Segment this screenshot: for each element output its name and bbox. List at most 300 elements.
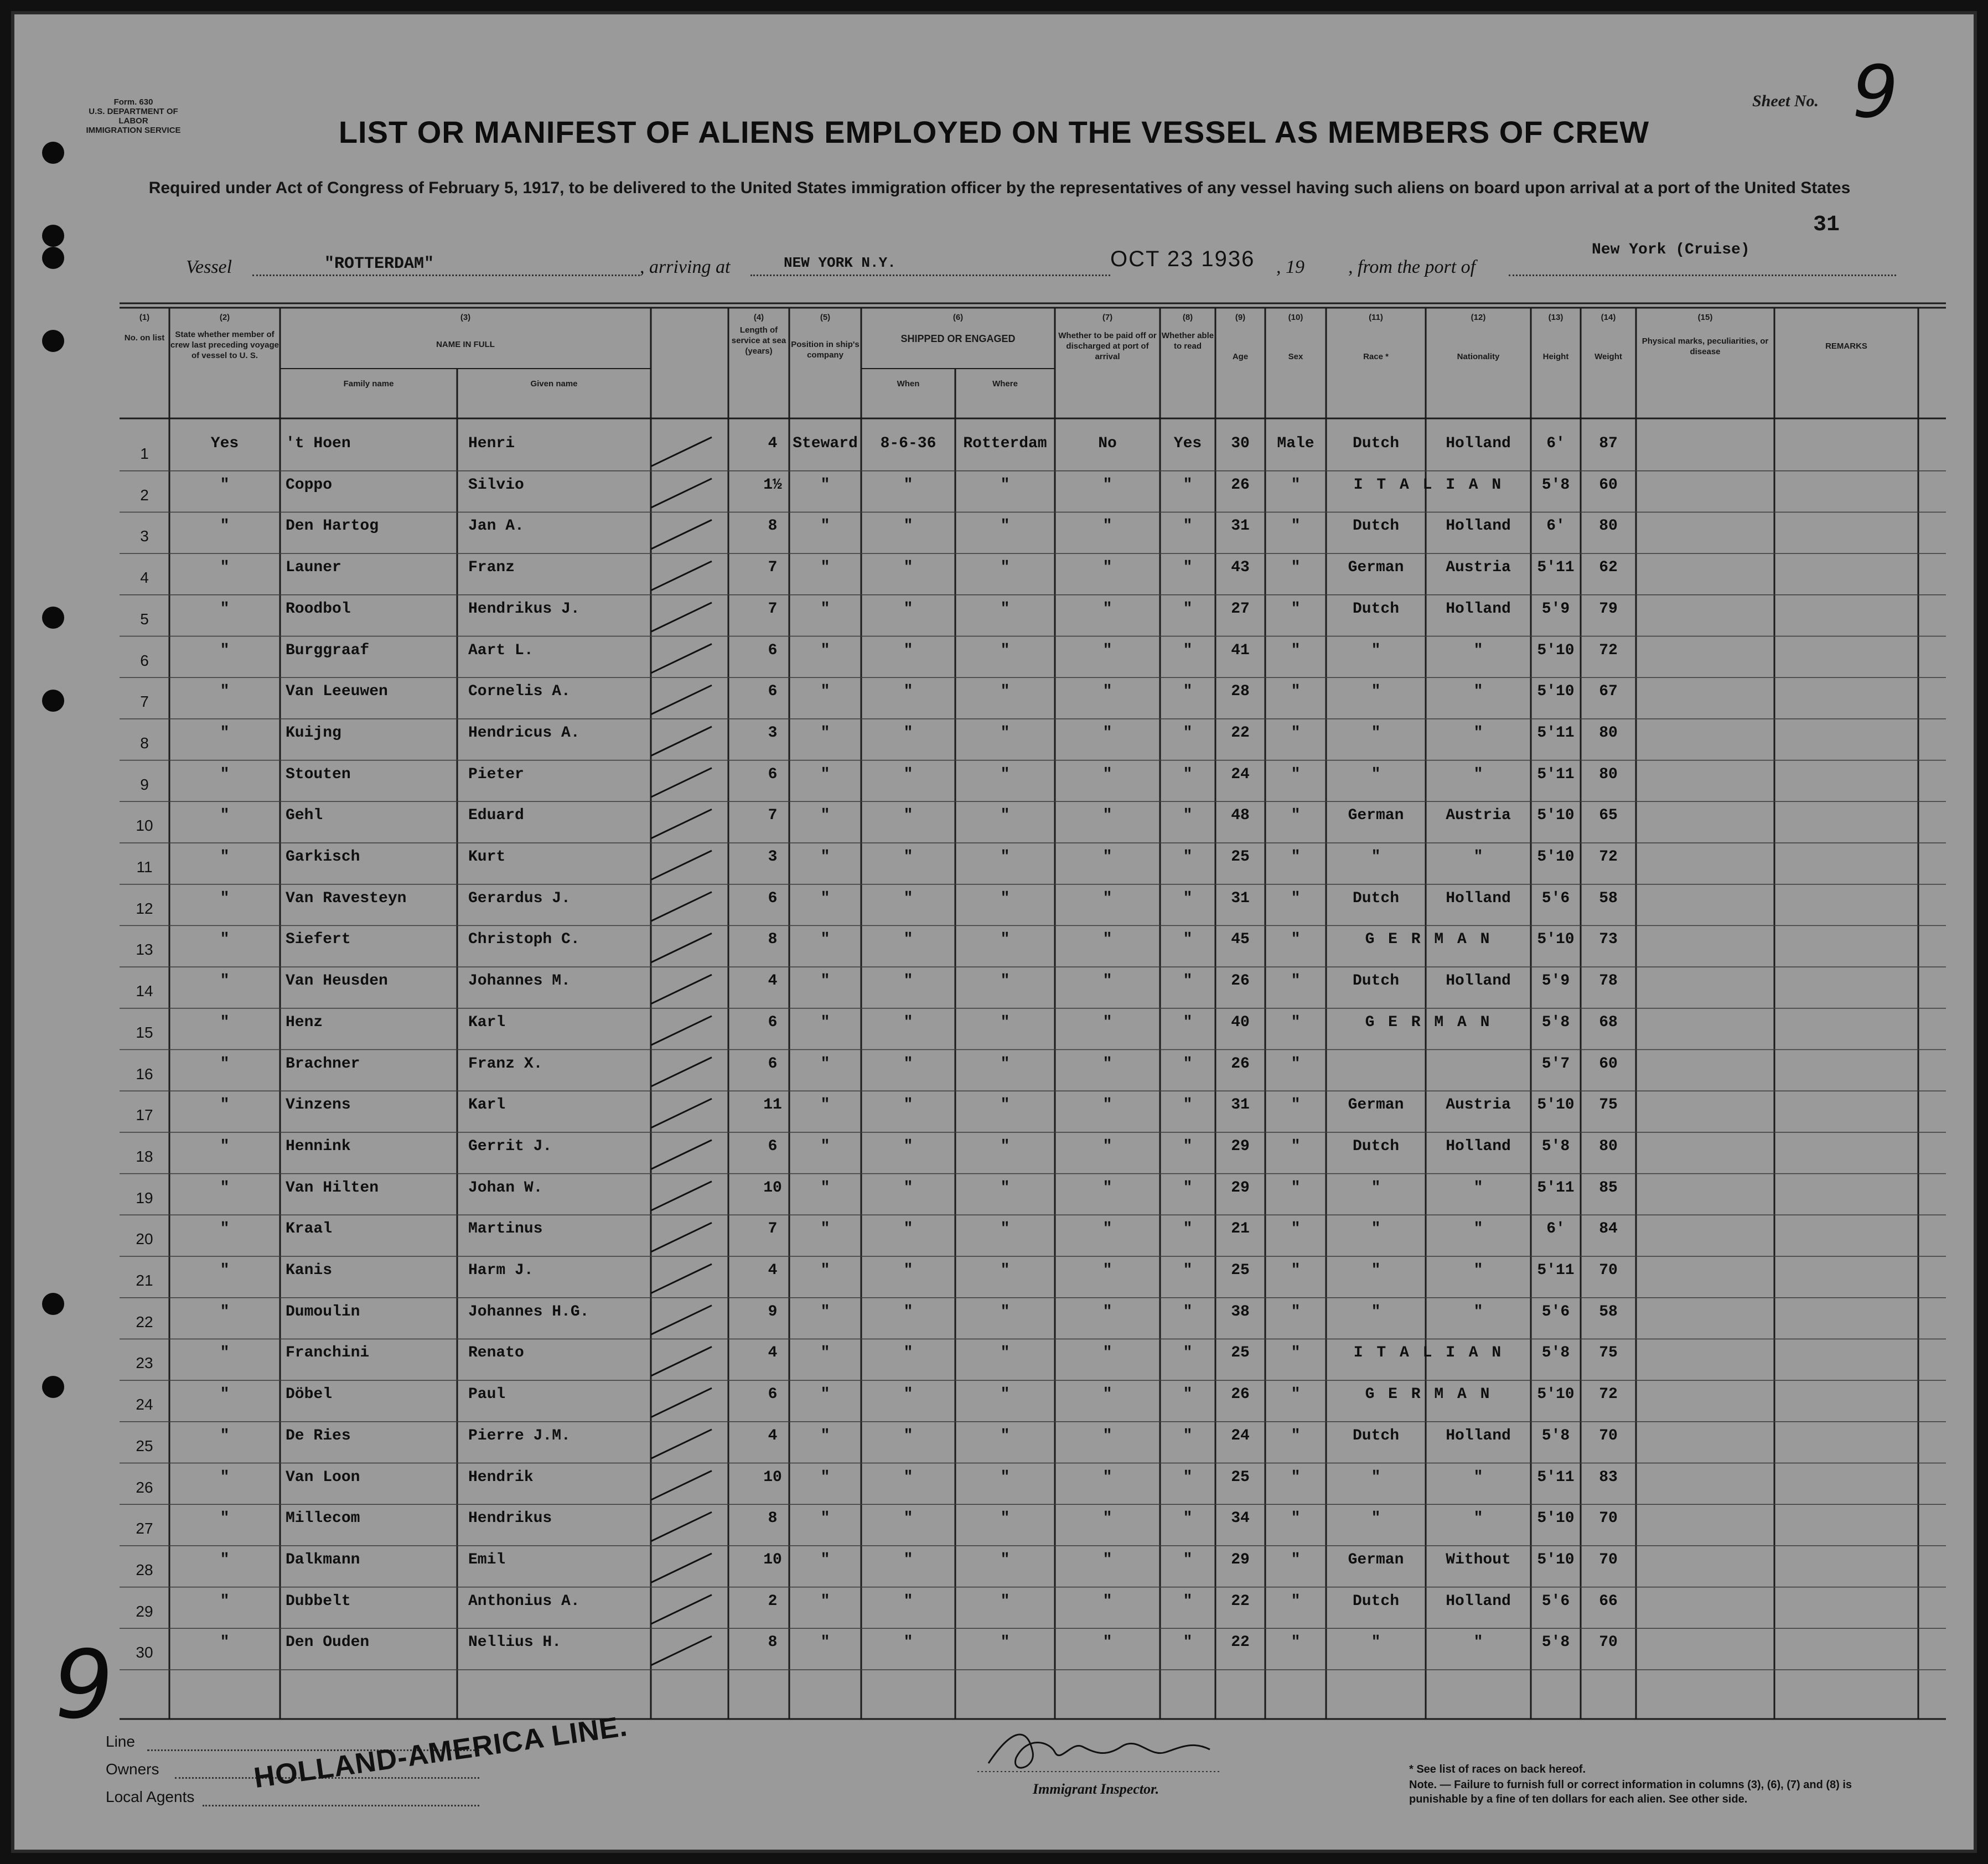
shipped-where-cell: ": [1000, 1096, 1010, 1114]
race-cell: ": [1371, 1510, 1381, 1528]
department-name: U.S. DEPARTMENT OF LABOR: [89, 107, 178, 126]
row-number-cell: 23: [136, 1354, 153, 1372]
column-header-physical-marks: (15) Physical marks, peculiarities, or disease: [1642, 313, 1769, 356]
able-to-read-cell: ": [1183, 476, 1193, 494]
height-cell: 5'9: [1541, 972, 1570, 990]
weight-cell: 68: [1599, 1013, 1618, 1031]
paid-off-cell: ": [1102, 1386, 1112, 1404]
able-to-read-cell: ": [1183, 1055, 1193, 1073]
nationality-cell: Holland: [1446, 517, 1511, 535]
shipped-when-cell: ": [903, 1137, 913, 1155]
shipped-where-cell: ": [1000, 559, 1010, 577]
row-number-cell: 28: [136, 1561, 153, 1578]
service-years-cell: 6: [768, 765, 778, 783]
sheet-number-value: 9: [1844, 50, 1906, 134]
given-name-cell: Franz: [468, 559, 515, 577]
nationality-cell: Holland: [1446, 889, 1511, 907]
family-name-cell: Van Loon: [286, 1468, 360, 1486]
sex-cell: ": [1291, 931, 1301, 949]
shipped-when-cell: ": [903, 1592, 913, 1610]
height-cell: 5'8: [1541, 1013, 1570, 1031]
paid-off-cell: ": [1102, 807, 1112, 825]
previous-voyage-cell: ": [220, 1096, 230, 1114]
shipped-when-cell: ": [903, 889, 913, 907]
previous-voyage-cell: Yes: [210, 435, 239, 452]
shipped-where-cell: ": [1000, 1179, 1010, 1197]
family-name-cell: Vinzens: [286, 1096, 351, 1114]
row-number-cell: 3: [140, 527, 149, 545]
binder-hole: [42, 225, 64, 247]
nationality-cell: ": [1473, 1634, 1483, 1651]
nationality-cell: Holland: [1446, 1137, 1511, 1155]
shipped-where-cell: ": [1000, 641, 1010, 659]
column-header-nationality: (12) Nationality: [1457, 313, 1500, 361]
height-cell: 5'8: [1541, 1427, 1570, 1444]
row-number-cell: 15: [136, 1023, 153, 1041]
shipped-when-cell: 8-6-36: [880, 435, 936, 452]
height-cell: 5'7: [1541, 1055, 1570, 1073]
family-name-cell: Van Heusden: [286, 972, 388, 990]
service-years-cell: 4: [768, 435, 778, 452]
column-header-remarks: REMARKS: [1825, 341, 1867, 351]
nationality-cell: ": [1473, 1510, 1483, 1528]
nationality-cell: ": [1473, 765, 1483, 783]
paid-off-cell: ": [1102, 1510, 1112, 1528]
weight-cell: 72: [1599, 641, 1618, 659]
column-header-shipped: (6) SHIPPED OR ENGAGED: [900, 313, 1016, 344]
service-years-cell: 1½: [763, 476, 782, 494]
family-name-cell: Kraal: [286, 1220, 333, 1238]
paid-off-cell: ": [1102, 1551, 1112, 1568]
height-cell: 6': [1546, 517, 1565, 535]
row-number-cell: 25: [136, 1437, 153, 1454]
race-cell: Dutch: [1352, 889, 1399, 907]
weight-cell: 75: [1599, 1344, 1618, 1362]
margin-handwritten-number: 9: [45, 1630, 121, 1740]
nationality-cell: Austria: [1446, 807, 1511, 825]
service-years-cell: 2: [768, 1592, 778, 1610]
paid-off-cell: ": [1102, 683, 1112, 701]
able-to-read-cell: ": [1183, 1137, 1193, 1155]
sex-cell: ": [1291, 1137, 1301, 1155]
race-cell: Dutch: [1352, 600, 1399, 618]
shipped-where-cell: ": [1000, 765, 1010, 783]
service-years-cell: 3: [768, 724, 778, 742]
weight-cell: 79: [1599, 600, 1618, 618]
vessel-name: "ROTTERDAM": [324, 255, 434, 273]
weight-cell: 80: [1599, 1137, 1618, 1155]
given-name-cell: Karl: [468, 1096, 506, 1114]
age-cell: 45: [1231, 931, 1250, 949]
able-to-read-cell: ": [1183, 1179, 1193, 1197]
family-name-cell: Den Hartog: [286, 517, 379, 535]
manifest-title: LIST OR MANIFEST OF ALIENS EMPLOYED ON THE VESSEL AS MEMBERS OF CREW: [338, 115, 1650, 149]
shipped-when-cell: ": [903, 931, 913, 949]
position-cell: ": [820, 559, 830, 577]
weight-cell: 73: [1599, 931, 1618, 949]
shipped-where-cell: ": [1000, 1137, 1010, 1155]
weight-cell: 72: [1599, 1386, 1618, 1404]
height-cell: 5'10: [1537, 807, 1575, 825]
paid-off-cell: ": [1102, 517, 1112, 535]
position-cell: ": [820, 1137, 830, 1155]
given-name-cell: Pierre J.M.: [468, 1427, 571, 1444]
given-name-cell: Henri: [468, 435, 515, 452]
weight-cell: 70: [1599, 1551, 1618, 1568]
column-header-where: Where: [992, 379, 1018, 389]
column-header-service: (4) Length of service at sea (years): [731, 313, 786, 356]
sex-cell: ": [1291, 1262, 1301, 1279]
height-cell: 5'11: [1537, 765, 1575, 783]
shipped-when-cell: ": [903, 1427, 913, 1444]
manifest-subtitle: Required under Act of Congress of February 5, 1917, to be delivered to the United States immigration officer by the representatives of any vessel having such aliens on board upon arrival at a port of the United States: [148, 179, 1851, 197]
previous-voyage-cell: ": [220, 1179, 230, 1197]
able-to-read-cell: ": [1183, 848, 1193, 866]
service-years-cell: 4: [768, 1427, 778, 1444]
previous-voyage-cell: ": [220, 1386, 230, 1404]
race-cell: Dutch: [1352, 517, 1399, 535]
arriving-at-label: , arriving at: [640, 257, 731, 277]
column-header-family-name: Family name: [343, 379, 394, 389]
family-name-cell: Kanis: [286, 1262, 333, 1279]
position-cell: ": [820, 1634, 830, 1651]
position-cell: ": [820, 1055, 830, 1073]
paid-off-cell: ": [1102, 848, 1112, 866]
height-cell: 5'6: [1541, 889, 1570, 907]
penalty-note: Note. — Failure to furnish full or correct information in columns (3), (6), (7) and (8) is punishable by a fine of ten dollars for each alien. See other side.: [1409, 1779, 1852, 1805]
shipped-where-cell: ": [1000, 1386, 1010, 1404]
given-name-cell: Cornelis A.: [468, 683, 571, 701]
binder-hole: [42, 607, 64, 629]
family-name-cell: Garkisch: [286, 848, 360, 866]
sex-cell: ": [1291, 1055, 1301, 1073]
shipped-where-cell: ": [1000, 600, 1010, 618]
column-header-position: (5) Position in ship's company: [791, 313, 860, 360]
position-cell: ": [820, 1510, 830, 1528]
crew-table: [120, 302, 1946, 1730]
row-number-cell: 7: [140, 693, 149, 711]
service-years-cell: 6: [768, 1137, 778, 1155]
height-cell: 5'10: [1537, 683, 1575, 701]
column-header-no: (1) No. on list: [124, 313, 165, 343]
paid-off-cell: ": [1102, 1592, 1112, 1610]
able-to-read-cell: ": [1183, 1013, 1193, 1031]
able-to-read-cell: ": [1183, 1427, 1193, 1444]
position-cell: ": [820, 724, 830, 742]
previous-voyage-cell: ": [220, 1137, 230, 1155]
row-number-cell: 26: [136, 1478, 153, 1496]
weight-cell: 72: [1599, 848, 1618, 866]
able-to-read-cell: ": [1183, 1386, 1193, 1404]
nationality-cell: Austria: [1446, 1096, 1511, 1114]
paid-off-cell: ": [1102, 1096, 1112, 1114]
races-note: * See list of races on back hereof.: [1409, 1763, 1586, 1775]
service-years-cell: 7: [768, 600, 778, 618]
height-cell: 5'11: [1537, 1262, 1575, 1279]
family-name-cell: Kuijng: [286, 724, 341, 742]
shipped-where-cell: ": [1000, 1592, 1010, 1610]
shipped-when-cell: ": [903, 807, 913, 825]
position-cell: ": [820, 641, 830, 659]
sex-cell: ": [1291, 1179, 1301, 1197]
given-name-cell: Hendrikus: [468, 1510, 552, 1528]
height-cell: 5'11: [1537, 559, 1575, 577]
given-name-cell: Aart L.: [468, 641, 534, 659]
given-name-cell: Johannes H.G.: [468, 1303, 589, 1321]
paid-off-cell: ": [1102, 1262, 1112, 1279]
paid-off-cell: ": [1102, 1344, 1112, 1362]
race-cell: Dutch: [1352, 972, 1399, 990]
given-name-cell: Hendrik: [468, 1468, 534, 1486]
family-name-cell: De Ries: [286, 1427, 351, 1444]
position-cell: ": [820, 476, 830, 494]
paid-off-cell: ": [1102, 765, 1112, 783]
binder-hole: [42, 330, 64, 352]
family-name-cell: Den Ouden: [286, 1634, 370, 1651]
row-number-cell: 20: [136, 1230, 153, 1248]
given-name-cell: Franz X.: [468, 1055, 543, 1073]
column-header-given-name: Given name: [530, 379, 578, 389]
previous-voyage-cell: ": [220, 1427, 230, 1444]
shipped-when-cell: ": [903, 1344, 913, 1362]
shipped-where-cell: Rotterdam: [963, 435, 1047, 452]
row-number-cell: 6: [140, 651, 149, 669]
sex-cell: ": [1291, 517, 1301, 535]
height-cell: 5'8: [1541, 476, 1570, 494]
age-cell: 26: [1231, 1386, 1250, 1404]
nationality-cell: Holland: [1446, 972, 1511, 990]
position-cell: ": [820, 972, 830, 990]
column-header-height: (13) Height: [1542, 313, 1569, 361]
previous-voyage-cell: ": [220, 517, 230, 535]
sex-cell: ": [1291, 1096, 1301, 1114]
age-cell: 26: [1231, 972, 1250, 990]
position-cell: ": [820, 807, 830, 825]
sex-cell: ": [1291, 600, 1301, 618]
family-name-cell: Siefert: [286, 931, 351, 949]
shipped-where-cell: ": [1000, 683, 1010, 701]
family-name-cell: Burggraaf: [286, 641, 370, 659]
service-years-cell: 7: [768, 807, 778, 825]
able-to-read-cell: ": [1183, 1634, 1193, 1651]
weight-cell: 80: [1599, 724, 1618, 742]
weight-cell: 83: [1599, 1468, 1618, 1486]
sex-cell: ": [1291, 1303, 1301, 1321]
shipped-when-cell: ": [903, 724, 913, 742]
paid-off-cell: ": [1102, 1137, 1112, 1155]
service-years-cell: 8: [768, 517, 778, 535]
age-cell: 41: [1231, 641, 1250, 659]
given-name-cell: Karl: [468, 1013, 506, 1031]
paid-off-cell: ": [1102, 600, 1112, 618]
position-cell: ": [820, 683, 830, 701]
race-cell: Dutch: [1352, 1137, 1399, 1155]
service-years-cell: 6: [768, 683, 778, 701]
nationality-cell: ": [1473, 1179, 1483, 1197]
paid-off-cell: ": [1102, 1055, 1112, 1073]
shipped-when-cell: ": [903, 683, 913, 701]
position-cell: ": [820, 600, 830, 618]
paid-off-cell: ": [1102, 641, 1112, 659]
shipped-where-cell: ": [1000, 517, 1010, 535]
race-cell: G E R M A N: [1365, 1386, 1492, 1404]
line-label: Line: [106, 1733, 135, 1750]
shipped-where-cell: ": [1000, 972, 1010, 990]
from-port-value: New York (Cruise): [1592, 241, 1750, 258]
given-name-cell: Harm J.: [468, 1262, 534, 1279]
arriving-at-line: [750, 275, 1110, 276]
weight-cell: 58: [1599, 889, 1618, 907]
holland-america-line-stamp: HOLLAND-AMERICA LINE.: [252, 1710, 630, 1795]
given-name-cell: Silvio: [468, 476, 524, 494]
age-cell: 26: [1231, 1055, 1250, 1073]
shipped-where-cell: ": [1000, 848, 1010, 866]
age-cell: 24: [1231, 1427, 1250, 1444]
shipped-when-cell: ": [903, 1303, 913, 1321]
height-cell: 5'8: [1541, 1137, 1570, 1155]
position-cell: ": [820, 1220, 830, 1238]
shipped-where-cell: ": [1000, 1303, 1010, 1321]
previous-voyage-cell: ": [220, 807, 230, 825]
age-cell: 40: [1231, 1013, 1250, 1031]
height-cell: 5'10: [1537, 1096, 1575, 1114]
weight-cell: 58: [1599, 1303, 1618, 1321]
nationality-cell: ": [1473, 1303, 1483, 1321]
position-cell: ": [820, 931, 830, 949]
race-cell: Dutch: [1352, 1592, 1399, 1610]
service-years-cell: 4: [768, 1262, 778, 1279]
race-cell: G E R M A N: [1365, 1013, 1492, 1031]
shipped-when-cell: ": [903, 848, 913, 866]
position-cell: ": [820, 1344, 830, 1362]
able-to-read-cell: ": [1183, 559, 1193, 577]
row-number-cell: 1: [140, 445, 149, 462]
previous-voyage-cell: ": [220, 600, 230, 618]
race-cell: I T A L I A N: [1353, 1344, 1504, 1362]
service-years-cell: 6: [768, 889, 778, 907]
age-cell: 22: [1231, 1592, 1250, 1610]
service-years-cell: 11: [763, 1096, 782, 1114]
paid-off-cell: ": [1102, 1220, 1112, 1238]
family-name-cell: Roodbol: [286, 600, 351, 618]
sex-cell: ": [1291, 1220, 1301, 1238]
column-header-when: When: [897, 379, 920, 389]
binder-hole: [42, 1293, 64, 1315]
service-years-cell: 6: [768, 1013, 778, 1031]
family-name-cell: Stouten: [286, 765, 351, 783]
row-number-cell: 8: [140, 734, 149, 752]
row-number-cell: 11: [136, 858, 153, 876]
able-to-read-cell: ": [1183, 972, 1193, 990]
row-number-cell: 10: [136, 817, 153, 835]
row-number-cell: 19: [136, 1189, 153, 1207]
row-number-cell: 21: [136, 1272, 153, 1289]
previous-voyage-cell: ": [220, 1468, 230, 1486]
race-cell: Dutch: [1352, 1427, 1399, 1444]
able-to-read-cell: ": [1183, 600, 1193, 618]
service-years-cell: 8: [768, 1510, 778, 1528]
height-cell: 5'6: [1541, 1303, 1570, 1321]
previous-voyage-cell: ": [220, 972, 230, 990]
height-cell: 5'11: [1537, 1468, 1575, 1486]
arrival-date-stamp: OCT 23 1936: [1110, 247, 1255, 271]
height-cell: 5'10: [1537, 1510, 1575, 1528]
service-years-cell: 4: [768, 972, 778, 990]
family-name-cell: Dubbelt: [286, 1592, 351, 1610]
age-cell: 22: [1231, 1634, 1250, 1651]
paid-off-cell: ": [1102, 1179, 1112, 1197]
position-cell: ": [820, 1303, 830, 1321]
given-name-cell: Kurt: [468, 848, 506, 866]
weight-cell: 85: [1599, 1179, 1618, 1197]
paid-off-cell: ": [1102, 1303, 1112, 1321]
paid-off-cell: ": [1102, 724, 1112, 742]
paid-off-cell: ": [1102, 889, 1112, 907]
nationality-cell: ": [1473, 724, 1483, 742]
given-name-cell: Hendrikus J.: [468, 600, 580, 618]
given-name-cell: Gerardus J.: [468, 889, 571, 907]
paid-off-cell: ": [1102, 1634, 1112, 1651]
from-port-label: , from the port of: [1348, 257, 1476, 277]
previous-voyage-cell: ": [220, 476, 230, 494]
year-label: , 19: [1276, 257, 1304, 277]
position-cell: ": [820, 765, 830, 783]
weight-cell: 75: [1599, 1096, 1618, 1114]
race-cell: ": [1371, 1303, 1381, 1321]
able-to-read-cell: ": [1183, 1551, 1193, 1568]
paid-off-cell: ": [1102, 476, 1112, 494]
sex-cell: Male: [1277, 435, 1314, 452]
row-number-cell: 17: [136, 1106, 153, 1124]
row-number-cell: 9: [140, 775, 149, 793]
sheet-number-label: Sheet No.: [1752, 92, 1819, 110]
column-header-race: (11) Race *: [1363, 313, 1389, 361]
service-years-cell: 6: [768, 641, 778, 659]
family-name-cell: Brachner: [286, 1055, 360, 1073]
weight-cell: 60: [1599, 476, 1618, 494]
shipped-when-cell: ": [903, 641, 913, 659]
able-to-read-cell: ": [1183, 807, 1193, 825]
shipped-when-cell: ": [903, 972, 913, 990]
able-to-read-cell: ": [1183, 683, 1193, 701]
weight-cell: 70: [1599, 1262, 1618, 1279]
shipped-when-cell: ": [903, 1055, 913, 1073]
shipped-where-cell: ": [1000, 1262, 1010, 1279]
shipped-when-cell: ": [903, 1220, 913, 1238]
row-number-cell: 12: [136, 899, 153, 917]
row-number-cell: 16: [136, 1065, 153, 1083]
sex-cell: ": [1291, 641, 1301, 659]
family-name-cell: Coppo: [286, 476, 333, 494]
position-cell: ": [820, 1386, 830, 1404]
age-cell: 34: [1231, 1510, 1250, 1528]
weight-cell: 80: [1599, 517, 1618, 535]
row-number-cell: 5: [140, 610, 149, 628]
weight-cell: 80: [1599, 765, 1618, 783]
able-to-read-cell: ": [1183, 1592, 1193, 1610]
able-to-read-cell: Yes: [1173, 435, 1202, 452]
shipped-where-cell: ": [1000, 1013, 1010, 1031]
given-name-cell: Paul: [468, 1386, 506, 1404]
height-cell: 5'6: [1541, 1592, 1570, 1610]
service-years-cell: 6: [768, 1055, 778, 1073]
able-to-read-cell: ": [1183, 517, 1193, 535]
service-name: IMMIGRATION SERVICE: [86, 126, 181, 135]
position-cell: ": [820, 1096, 830, 1114]
service-years-cell: 6: [768, 1386, 778, 1404]
given-name-cell: Nellius H.: [468, 1634, 562, 1651]
previous-voyage-cell: ": [220, 1220, 230, 1238]
